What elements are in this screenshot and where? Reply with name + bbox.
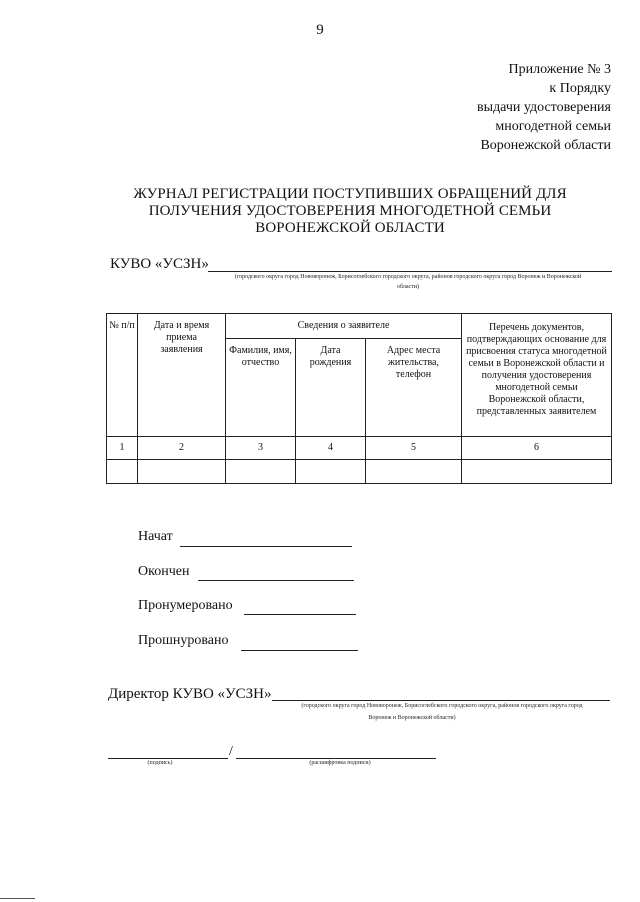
kuvo-note: области) [396, 284, 420, 290]
appendix-header [477, 60, 611, 155]
header-full-name: Фамилия, имя, отчество [226, 339, 296, 437]
column-number: 1 [107, 437, 138, 460]
kuvo-fill-line [208, 271, 612, 272]
started-label: Начат [138, 529, 173, 544]
title-line: ВОРОНЕЖСКОЙ ОБЛАСТИ [255, 220, 445, 236]
appendix-line: Воронежской области [480, 138, 611, 153]
header-documents-list: Перечень документов, подтверждающих основание для присвоения статуса многодетной семьи в Воронежской области и получения удостоверения многодетной семьи Воронежской области, представленных заявителем [462, 314, 612, 437]
numbered-line[interactable] [244, 614, 356, 615]
director-note: (городского округа город Нововоронеж, Борисоглебского городского округа, районов городского округа город [301, 703, 583, 709]
laced-label: Прошнуровано [138, 633, 229, 648]
column-number: 2 [138, 437, 226, 460]
document-title [100, 186, 600, 237]
empty-cell[interactable] [226, 460, 296, 484]
kuvo-note: (городского округа город Нововоронеж, Борисоглебского городского округа, районов городского округа город Воронеж и Воронежской [234, 274, 582, 280]
empty-cell[interactable] [296, 460, 366, 484]
signature-decode-caption: (расшифровка подписи) [309, 760, 371, 766]
column-number: 6 [462, 437, 612, 460]
page-edge-mark [0, 898, 35, 899]
empty-cell[interactable] [462, 460, 612, 484]
column-number: 5 [366, 437, 462, 460]
column-number: 3 [226, 437, 296, 460]
registration-table [106, 313, 612, 484]
empty-cell[interactable] [138, 460, 226, 484]
page-number: 9 [316, 22, 324, 38]
appendix-line: выдачи удостоверения [477, 100, 611, 115]
started-line[interactable] [180, 546, 352, 547]
signature-slash: / [229, 744, 233, 759]
numbered-label: Пронумеровано [138, 598, 233, 613]
director-note: Воронеж и Воронежской области) [368, 715, 456, 721]
signature-caption: (подпись) [147, 760, 173, 766]
title-line: ЖУРНАЛ РЕГИСТРАЦИИ ПОСТУПИВШИХ ОБРАЩЕНИЙ ДЛЯ [133, 186, 567, 202]
header-address-phone: Адрес места жительства, телефон [366, 339, 462, 437]
director-label: Директор КУВО «УСЗН» [108, 686, 272, 702]
finished-label: Окончен [138, 564, 190, 579]
header-applicant-info: Сведения о заявителе [226, 314, 462, 339]
laced-line[interactable] [241, 650, 358, 651]
header-birth-date: Дата рождения [296, 339, 366, 437]
empty-cell[interactable] [107, 460, 138, 484]
column-number: 4 [296, 437, 366, 460]
appendix-line: многодетной семьи [495, 119, 611, 134]
appendix-line: к Порядку [549, 81, 611, 96]
appendix-line: Приложение № 3 [508, 62, 611, 77]
empty-cell[interactable] [366, 460, 462, 484]
director-fill-line[interactable] [272, 700, 610, 701]
finished-line[interactable] [198, 580, 354, 581]
title-line: ПОЛУЧЕНИЯ УДОСТОВЕРЕНИЯ МНОГОДЕТНОЙ СЕМЬИ [148, 203, 552, 219]
kuvo-label: КУВО «УСЗН» [110, 256, 209, 272]
header-date-time: Дата и время приема заявления [138, 314, 226, 437]
header-number: № п/п [107, 314, 138, 437]
